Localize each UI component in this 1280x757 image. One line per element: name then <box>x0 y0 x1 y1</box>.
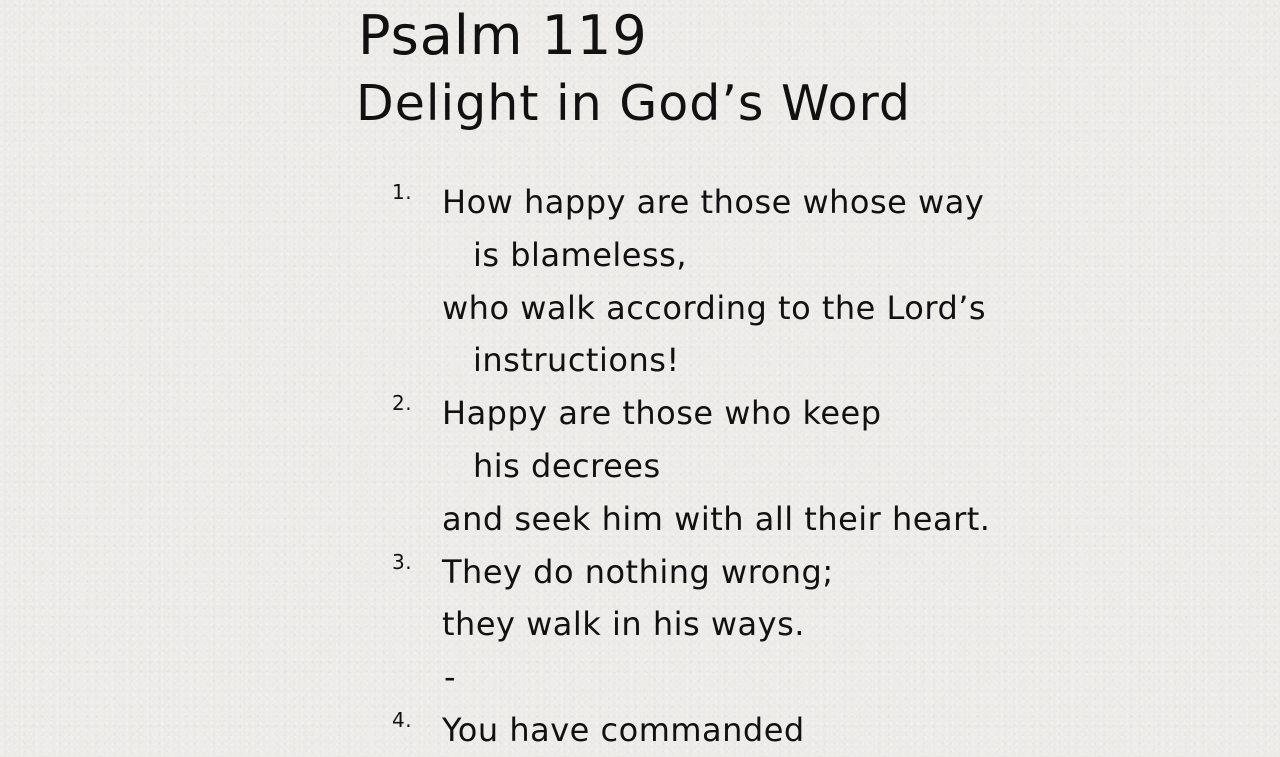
verse-number: 1. <box>392 180 413 204</box>
verse-line <box>392 546 1092 599</box>
verse-text: Happy are those who keep <box>442 394 882 433</box>
verse-number: 4. <box>392 707 413 732</box>
verse-number: 3. <box>392 549 413 574</box>
separator-dash: - <box>444 658 457 697</box>
verse-line <box>392 440 1092 493</box>
verse-number: 2. <box>392 391 413 416</box>
verse-line <box>392 282 1092 335</box>
verse-text: and seek him with all their heart. <box>442 499 991 538</box>
verse-line <box>392 493 1092 546</box>
verse-line <box>392 387 1092 440</box>
verse-line <box>392 704 1092 757</box>
verse-list <box>392 176 1092 757</box>
verse-line <box>392 229 1092 282</box>
verse-text: They do nothing wrong; <box>442 552 834 591</box>
verse-text: they walk in his ways. <box>442 605 805 644</box>
verse-text: instructions! <box>473 341 680 380</box>
verse-text: is blameless, <box>473 235 687 274</box>
verse-line <box>392 334 1092 387</box>
verse-text: How happy are those whose way <box>442 183 985 221</box>
verse-separator <box>392 651 1092 704</box>
verse-text: You have commanded <box>442 710 805 749</box>
verse-text: who walk according to the Lord’s <box>442 288 987 327</box>
verse-line <box>392 176 1092 229</box>
verse-line <box>392 598 1092 651</box>
verse-text: his decrees <box>473 446 661 485</box>
page-title: Psalm 119 <box>358 4 648 67</box>
page-subtitle: Delight in God’s Word <box>356 75 911 132</box>
